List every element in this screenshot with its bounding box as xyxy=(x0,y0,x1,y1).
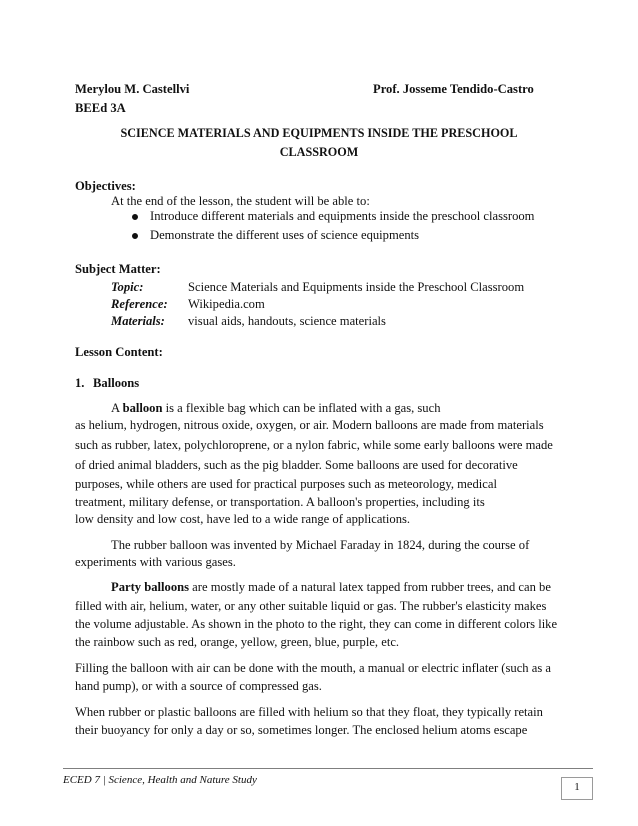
paragraph-5-line: When rubber or plastic balloons are filled with helium so that they float, they typically retain xyxy=(75,705,543,719)
professor-name: Prof. Josseme Tendido-Castro xyxy=(373,82,534,96)
course-section: BEEd 3A xyxy=(75,101,126,115)
paragraph-1-line: as helium, hydrogen, nitrous oxide, oxygen, or air. Modern balloons are made from materials xyxy=(75,418,544,432)
paragraph-3-line: the volume adjustable. As shown in the photo to the right, they can come in different colors like xyxy=(75,617,558,631)
paragraph-2-first-line: The rubber balloon was invented by Michael Faraday in 1824, during the course of xyxy=(111,538,530,552)
objective-item-1: Introduce different materials and equipments inside the preschool classroom xyxy=(150,209,535,223)
document-title-line1: SCIENCE MATERIALS AND EQUIPMENTS INSIDE THE PRESCHOOL xyxy=(120,126,518,140)
paragraph-3-first-line: Party balloons are mostly made of a natural latex tapped from rubber trees, and can be xyxy=(111,580,551,594)
paragraph-2-line: experiments with various gases. xyxy=(75,555,236,569)
paragraph-5-line: their buoyancy for only a day or so, sometimes longer. The enclosed helium atoms escape xyxy=(75,723,528,737)
paragraph-3-line: the rainbow such as red, orange, yellow, green, blue, purple, etc. xyxy=(75,635,400,649)
page-number: 1 xyxy=(561,778,593,800)
student-name: Merylou M. Castellvi xyxy=(75,82,190,96)
topic-label: Topic: xyxy=(111,280,144,294)
lesson-content-heading: Lesson Content: xyxy=(75,345,163,359)
reference-value: Wikipedia.com xyxy=(188,297,265,311)
section-title: Balloons xyxy=(93,376,140,390)
reference-label: Reference: xyxy=(111,297,168,311)
footer-divider xyxy=(63,768,593,769)
paragraph-3-line: filled with air, helium, water, or any other suitable liquid or gas. The rubber's elasticity makes xyxy=(75,599,547,613)
bullet-icon xyxy=(132,233,138,239)
materials-value: visual aids, handouts, science materials xyxy=(188,314,386,328)
paragraph-1-first-line: A balloon is a flexible bag which can be inflated with a gas, such xyxy=(111,401,441,415)
topic-value: Science Materials and Equipments inside the Preschool Classroom xyxy=(188,280,525,294)
paragraph-1-line: of dried animal bladders, such as the pig bladder. Some balloons are used for decorative xyxy=(75,458,518,472)
paragraph-1-line: purposes, while others are used for practical purposes such as meteorology, medical xyxy=(75,477,497,491)
paragraph-1-line: such as rubber, latex, polychloroprene, or a nylon fabric, while some early balloons were made xyxy=(75,438,553,452)
objective-item-2: Demonstrate the different uses of science equipments xyxy=(150,228,420,242)
section-number: 1. xyxy=(75,376,85,390)
objectives-intro: At the end of the lesson, the student will be able to: xyxy=(111,194,370,208)
paragraph-1-line: treatment, military defense, or transportation. A balloon's properties, including its xyxy=(75,495,485,509)
footer-course-text: ECED 7 | Science, Health and Nature Study xyxy=(63,774,257,786)
document-title-line2: CLASSROOM xyxy=(279,145,359,159)
bullet-icon xyxy=(132,214,138,220)
paragraph-1-line: low density and low cost, have led to a wide range of applications. xyxy=(75,512,411,526)
objectives-heading: Objectives: xyxy=(75,179,136,193)
subject-matter-heading: Subject Matter: xyxy=(75,262,161,276)
paragraph-4-line: Filling the balloon with air can be done with the mouth, a manual or electric inflater (such as a xyxy=(75,661,551,675)
paragraph-4-line: hand pump), or with a source of compressed gas. xyxy=(75,679,322,693)
materials-label: Materials: xyxy=(111,314,165,328)
